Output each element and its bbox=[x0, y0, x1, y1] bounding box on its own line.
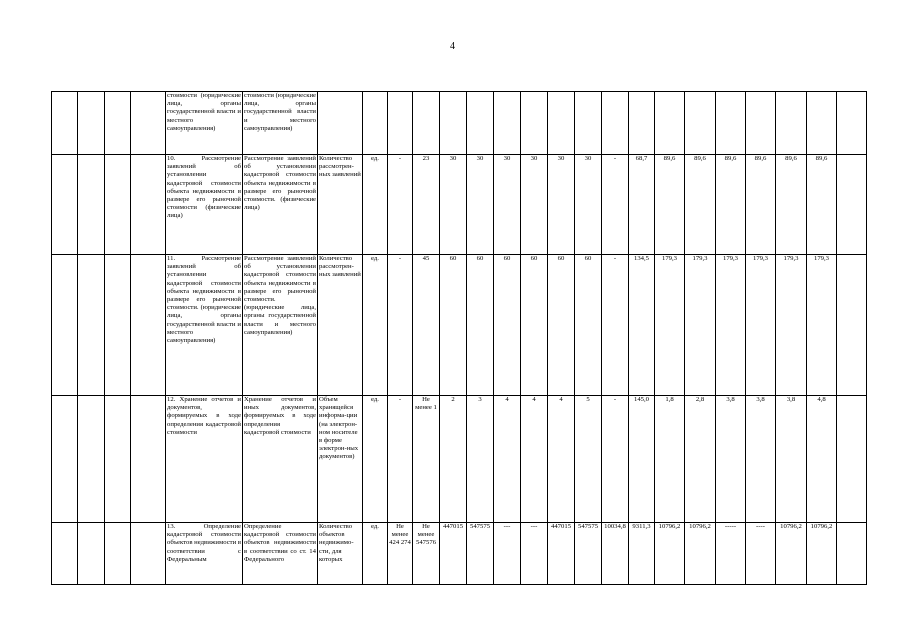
blank-cell bbox=[52, 396, 78, 523]
value-cell: Не менее 424 274 bbox=[388, 523, 413, 585]
value-cell: 60 bbox=[440, 255, 467, 396]
blank-cell bbox=[78, 255, 105, 396]
value-cell: 89,6 bbox=[655, 155, 685, 255]
sub-event-name: стоимости (юридические лица, органы государственной власти и местного самоуправления) bbox=[243, 92, 318, 155]
value-cell bbox=[837, 523, 867, 585]
value-cell: 45 bbox=[413, 255, 440, 396]
value-cell: 89,6 bbox=[776, 155, 807, 255]
value-cell: --- bbox=[494, 523, 521, 585]
value-cell bbox=[655, 92, 685, 155]
value-cell: - bbox=[388, 255, 413, 396]
value-cell: - bbox=[602, 255, 629, 396]
table-row bbox=[52, 255, 867, 396]
blank-cell bbox=[131, 155, 166, 255]
value-cell: 547575 bbox=[467, 523, 494, 585]
table-row bbox=[52, 155, 867, 255]
event-name: 10. Рассмотрение заявлений об установлении кадастровой стоимости объекта недвижимости в размере его рыночной стоимости (физические лица) bbox=[166, 155, 243, 255]
value-cell: 547575 bbox=[575, 523, 602, 585]
table-row bbox=[52, 523, 867, 585]
value-cell: 60 bbox=[521, 255, 548, 396]
value-cell: 60 bbox=[575, 255, 602, 396]
value-cell: - bbox=[602, 396, 629, 523]
value-cell: 30 bbox=[548, 155, 575, 255]
indicator: Количество рассмотрен-ных заявлений bbox=[318, 155, 363, 255]
value-cell bbox=[575, 92, 602, 155]
value-cell bbox=[837, 155, 867, 255]
blank-cell bbox=[52, 155, 78, 255]
table-body bbox=[52, 92, 867, 585]
sub-event-name: Рассмотрение заявлений об установлении кадастровой стоимости объекта недвижимости в размере его рыночной стоимости. (юридические лица, органы государственной власти и местного самоуправления) bbox=[243, 255, 318, 396]
value-cell: 3 bbox=[467, 396, 494, 523]
value-cell: 10796,2 bbox=[685, 523, 716, 585]
value-cell bbox=[685, 92, 716, 155]
event-name: стоимости (юридические лица, органы государственной власти и местного самоуправления) bbox=[166, 92, 243, 155]
blank-cell bbox=[52, 255, 78, 396]
value-cell bbox=[602, 92, 629, 155]
sub-event-name: Определение кадастровой стоимости объектов недвижимости в соответствии со ст. 14 Федерального bbox=[243, 523, 318, 585]
value-cell: 134,5 bbox=[629, 255, 655, 396]
blank-cell bbox=[131, 255, 166, 396]
value-cell bbox=[837, 255, 867, 396]
value-cell: 447015 bbox=[548, 523, 575, 585]
blank-cell bbox=[131, 92, 166, 155]
value-cell bbox=[413, 92, 440, 155]
blank-cell bbox=[78, 396, 105, 523]
unit: ед. bbox=[363, 523, 388, 585]
value-cell: 179,3 bbox=[716, 255, 746, 396]
value-cell bbox=[388, 92, 413, 155]
value-cell bbox=[837, 92, 867, 155]
value-cell: 4,8 bbox=[807, 396, 837, 523]
program-table bbox=[51, 91, 867, 585]
blank-cell bbox=[131, 396, 166, 523]
blank-cell bbox=[105, 396, 131, 523]
value-cell: 10796,2 bbox=[655, 523, 685, 585]
value-cell bbox=[746, 92, 776, 155]
indicator: Объем хранящейся информа-ции (на электрон-ном носителе в форме электрон-ных документов) bbox=[318, 396, 363, 523]
value-cell: 68,7 bbox=[629, 155, 655, 255]
value-cell bbox=[467, 92, 494, 155]
value-cell: 89,6 bbox=[716, 155, 746, 255]
unit: ед. bbox=[363, 255, 388, 396]
value-cell: 10034,8 bbox=[602, 523, 629, 585]
sub-event-name: Рассмотрение заявлений об установлении кадастровой стоимости объекта недвижимости в размере его рыночной стоимости. (физические лица) bbox=[243, 155, 318, 255]
indicator: Количество рассмотрен-ных заявлений bbox=[318, 255, 363, 396]
value-cell: 3,8 bbox=[716, 396, 746, 523]
value-cell: 30 bbox=[494, 155, 521, 255]
value-cell: 179,3 bbox=[746, 255, 776, 396]
blank-cell bbox=[105, 92, 131, 155]
value-cell: Не менее 547576 bbox=[413, 523, 440, 585]
unit: ед. bbox=[363, 155, 388, 255]
value-cell: 447015 bbox=[440, 523, 467, 585]
value-cell: 89,6 bbox=[746, 155, 776, 255]
value-cell: 30 bbox=[440, 155, 467, 255]
value-cell: 179,3 bbox=[685, 255, 716, 396]
indicator: Количество объектов недвижимо-сти, для которых bbox=[318, 523, 363, 585]
blank-cell bbox=[78, 92, 105, 155]
value-cell bbox=[716, 92, 746, 155]
value-cell: 30 bbox=[467, 155, 494, 255]
unit: ед. bbox=[363, 396, 388, 523]
value-cell bbox=[776, 92, 807, 155]
value-cell bbox=[494, 92, 521, 155]
value-cell: 2,8 bbox=[685, 396, 716, 523]
blank-cell bbox=[78, 523, 105, 585]
value-cell bbox=[807, 92, 837, 155]
value-cell: 23 bbox=[413, 155, 440, 255]
value-cell: 3,8 bbox=[746, 396, 776, 523]
value-cell: 60 bbox=[494, 255, 521, 396]
page-number: 4 bbox=[450, 41, 455, 52]
value-cell: 145,0 bbox=[629, 396, 655, 523]
table-row bbox=[52, 92, 867, 155]
value-cell: 60 bbox=[467, 255, 494, 396]
value-cell: 30 bbox=[575, 155, 602, 255]
value-cell: ---- bbox=[746, 523, 776, 585]
value-cell: 4 bbox=[521, 396, 548, 523]
blank-cell bbox=[105, 523, 131, 585]
event-name: 12. Хранение отчетов и документов, формируемых в ходе определения кадастровой стоимости bbox=[166, 396, 243, 523]
value-cell: 5 bbox=[575, 396, 602, 523]
value-cell: 4 bbox=[548, 396, 575, 523]
value-cell: 30 bbox=[521, 155, 548, 255]
table-row bbox=[52, 396, 867, 523]
value-cell: 10796,2 bbox=[807, 523, 837, 585]
value-cell bbox=[837, 396, 867, 523]
value-cell: 4 bbox=[494, 396, 521, 523]
value-cell: 9311,3 bbox=[629, 523, 655, 585]
blank-cell bbox=[105, 255, 131, 396]
value-cell: Не менее 1 bbox=[413, 396, 440, 523]
blank-cell bbox=[52, 92, 78, 155]
sub-event-name: Хранение отчетов и иных документов, формируемых в ходе определения кадастровой стоимости bbox=[243, 396, 318, 523]
value-cell bbox=[440, 92, 467, 155]
value-cell: 179,3 bbox=[807, 255, 837, 396]
value-cell: 1,8 bbox=[655, 396, 685, 523]
unit bbox=[363, 92, 388, 155]
value-cell: 179,3 bbox=[776, 255, 807, 396]
value-cell: - bbox=[602, 155, 629, 255]
value-cell: - bbox=[388, 396, 413, 523]
value-cell bbox=[521, 92, 548, 155]
blank-cell bbox=[78, 155, 105, 255]
value-cell: --- bbox=[521, 523, 548, 585]
value-cell bbox=[548, 92, 575, 155]
value-cell: 179,3 bbox=[655, 255, 685, 396]
value-cell: 10796,2 bbox=[776, 523, 807, 585]
event-name: 13. Определение кадастровой стоимости объектов недвижимости в соответствии с Федеральным bbox=[166, 523, 243, 585]
value-cell: - bbox=[388, 155, 413, 255]
blank-cell bbox=[52, 523, 78, 585]
value-cell: 89,6 bbox=[807, 155, 837, 255]
value-cell: 60 bbox=[548, 255, 575, 396]
value-cell: 89,6 bbox=[685, 155, 716, 255]
blank-cell bbox=[105, 155, 131, 255]
value-cell bbox=[629, 92, 655, 155]
indicator bbox=[318, 92, 363, 155]
event-name: 11. Рассмотрение заявлений об установлении кадастровой стоимости объекта недвижимости в размере его рыночной стоимости. (юридические лица, органы государственной власти и местного самоуправления) bbox=[166, 255, 243, 396]
value-cell: 2 bbox=[440, 396, 467, 523]
blank-cell bbox=[131, 523, 166, 585]
value-cell: 3,8 bbox=[776, 396, 807, 523]
value-cell: ----- bbox=[716, 523, 746, 585]
